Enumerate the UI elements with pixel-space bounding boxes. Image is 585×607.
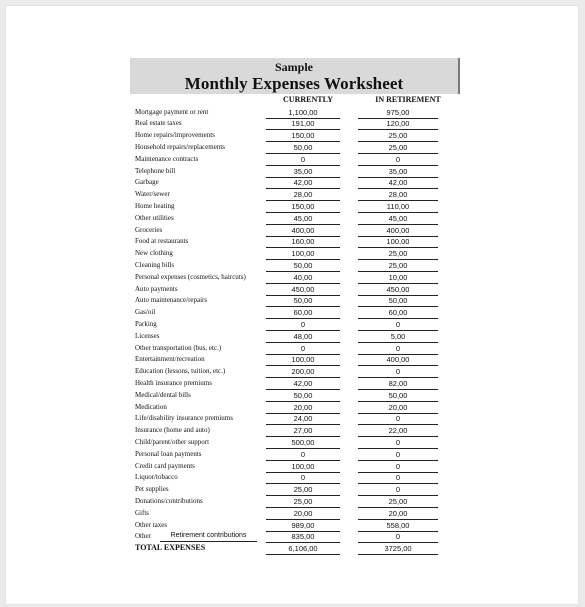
- current-amount-field[interactable]: 48,00: [266, 331, 340, 343]
- current-amount-field[interactable]: 25,00: [266, 484, 340, 496]
- table-row: [0, 496, 585, 508]
- expense-label: Personal expenses (cosmetics, haircuts): [135, 272, 246, 281]
- current-amount-field[interactable]: 40,00: [266, 272, 340, 284]
- expense-label: Personal loan payments: [135, 449, 202, 458]
- table-row: [0, 130, 585, 142]
- table-row: [0, 260, 585, 272]
- retirement-amount-field[interactable]: 0: [358, 437, 438, 449]
- current-amount-field[interactable]: 0: [266, 319, 340, 331]
- table-row: [0, 402, 585, 414]
- expense-label: Cleaning bills: [135, 260, 175, 269]
- expense-label: Food at restaurants: [135, 237, 189, 246]
- table-row: [0, 366, 585, 378]
- current-amount-field[interactable]: 24,00: [266, 413, 340, 425]
- current-amount-field[interactable]: 100,00: [266, 248, 340, 260]
- expense-label: Water/sewer: [135, 190, 170, 199]
- table-row: [0, 213, 585, 225]
- table-row: [0, 201, 585, 213]
- current-amount-field[interactable]: 200,00: [266, 366, 340, 378]
- current-amount-field[interactable]: 835,00: [266, 531, 340, 543]
- current-amount-field[interactable]: 0: [266, 154, 340, 166]
- retirement-amount-field[interactable]: 20,00: [358, 508, 438, 520]
- current-amount-field[interactable]: 0: [266, 449, 340, 461]
- table-row: [0, 319, 585, 331]
- retirement-amount-field[interactable]: 0: [358, 484, 438, 496]
- retirement-amount-field[interactable]: 0: [358, 319, 438, 331]
- total-current-amount: 6,106,00: [266, 543, 340, 555]
- total-label: TOTAL EXPENSES: [135, 543, 206, 553]
- current-amount-field[interactable]: 500,00: [266, 437, 340, 449]
- current-amount-field[interactable]: 989,00: [266, 520, 340, 532]
- current-amount-field[interactable]: 1,100,00: [266, 107, 340, 119]
- current-amount-field[interactable]: 60,00: [266, 307, 340, 319]
- expense-label: Health insurance premiums: [135, 378, 212, 387]
- table-row: [0, 177, 585, 189]
- table-row: [0, 354, 585, 366]
- expense-label: Education (lessons, tuition, etc.): [135, 367, 226, 376]
- current-amount-field[interactable]: 0: [266, 343, 340, 355]
- expense-label: Licenses: [135, 331, 160, 340]
- retirement-amount-field[interactable]: 0: [358, 154, 438, 166]
- table-row: [0, 437, 585, 449]
- retirement-amount-field[interactable]: 25,00: [358, 496, 438, 508]
- expense-label: Gifts: [135, 508, 149, 517]
- table-row: [0, 295, 585, 307]
- current-amount-field[interactable]: 50,00: [266, 295, 340, 307]
- current-amount-field[interactable]: 150,00: [266, 201, 340, 213]
- retirement-amount-field[interactable]: 0: [358, 531, 438, 543]
- table-row: [0, 413, 585, 425]
- retirement-amount-field[interactable]: 0: [358, 413, 438, 425]
- table-row: [0, 331, 585, 343]
- table-row: [0, 189, 585, 201]
- table-row: [0, 484, 585, 496]
- current-amount-field[interactable]: 400,00: [266, 225, 340, 237]
- table-row: [0, 508, 585, 520]
- expense-label: Other utilities: [135, 213, 174, 222]
- table-row-other: [0, 531, 585, 543]
- table-row-total: [0, 543, 585, 555]
- retirement-amount-field[interactable]: 0: [358, 343, 438, 355]
- retirement-amount-field[interactable]: 450,00: [358, 284, 438, 296]
- retirement-amount-field[interactable]: 45,00: [358, 213, 438, 225]
- expense-label: Medical/dental bills: [135, 390, 191, 399]
- expense-label: New clothing: [135, 249, 173, 258]
- table-row: [0, 520, 585, 532]
- other-label: Other: [135, 532, 151, 541]
- worksheet-title: Monthly Expenses Worksheet: [184, 74, 404, 93]
- expense-label: Telephone bill: [135, 166, 176, 175]
- current-amount-field[interactable]: 20,00: [266, 402, 340, 414]
- current-amount-field[interactable]: 0: [266, 472, 340, 484]
- retirement-amount-field[interactable]: 50,00: [358, 390, 438, 402]
- column-header-currently: CURRENTLY: [283, 95, 333, 104]
- current-amount-field[interactable]: 450,00: [266, 284, 340, 296]
- current-amount-field[interactable]: 100,00: [266, 354, 340, 366]
- retirement-amount-field[interactable]: 35,00: [358, 166, 438, 178]
- retirement-amount-field[interactable]: 5,00: [358, 331, 438, 343]
- expense-label: Garbage: [135, 178, 159, 187]
- expense-label: Other taxes: [135, 520, 168, 529]
- retirement-amount-field[interactable]: 558,00: [358, 520, 438, 532]
- retirement-amount-field[interactable]: 400,00: [358, 225, 438, 237]
- table-row: [0, 449, 585, 461]
- current-amount-field[interactable]: 28,00: [266, 189, 340, 201]
- retirement-amount-field[interactable]: 0: [358, 472, 438, 484]
- current-amount-field[interactable]: 50,00: [266, 390, 340, 402]
- table-row: [0, 107, 585, 119]
- retirement-amount-field[interactable]: 110,00: [358, 201, 438, 213]
- expense-label: Other transportation (bus, etc.): [135, 343, 222, 352]
- retirement-amount-field[interactable]: 20,00: [358, 402, 438, 414]
- expense-label: Liquor/tobacco: [135, 473, 178, 482]
- current-amount-field[interactable]: 35,00: [266, 166, 340, 178]
- expense-label: Auto payments: [135, 284, 178, 293]
- retirement-amount-field[interactable]: 22,00: [358, 425, 438, 437]
- retirement-amount-field[interactable]: 25,00: [358, 130, 438, 142]
- expense-label: Entertainment/recreation: [135, 355, 205, 364]
- expense-label: Parking: [135, 319, 157, 328]
- table-row: [0, 142, 585, 154]
- current-amount-field[interactable]: 42,00: [266, 378, 340, 390]
- expense-label: Medication: [135, 402, 167, 411]
- current-amount-field[interactable]: 20,00: [266, 508, 340, 520]
- table-row: [0, 118, 585, 130]
- expense-label: Real estate taxes: [135, 119, 182, 128]
- expense-label: Auto maintenance/repairs: [135, 296, 208, 305]
- retirement-amount-field[interactable]: 0: [358, 449, 438, 461]
- expense-label: Donations/contributions: [135, 496, 203, 505]
- expense-label: Life/disability insurance premiums: [135, 414, 233, 423]
- retirement-amount-field[interactable]: 28,00: [358, 189, 438, 201]
- table-row: [0, 284, 585, 296]
- retirement-amount-field[interactable]: 975,00: [358, 107, 438, 119]
- table-row: [0, 166, 585, 178]
- expense-label: Child/parent/other support: [135, 437, 210, 446]
- retirement-amount-field[interactable]: 0: [358, 366, 438, 378]
- expense-label: Groceries: [135, 225, 163, 234]
- retirement-amount-field[interactable]: 60,00: [358, 307, 438, 319]
- table-row: [0, 307, 585, 319]
- retirement-amount-field[interactable]: 100,00: [358, 236, 438, 248]
- current-amount-field[interactable]: 45,00: [266, 213, 340, 225]
- current-amount-field[interactable]: 160,00: [266, 236, 340, 248]
- current-amount-field[interactable]: 50,00: [266, 260, 340, 272]
- current-amount-field[interactable]: 25,00: [266, 496, 340, 508]
- total-retirement-amount: 3725,00: [358, 543, 438, 555]
- expense-label: Gas/oil: [135, 308, 156, 317]
- current-amount-field[interactable]: 191,00: [266, 118, 340, 130]
- table-row: [0, 154, 585, 166]
- table-row: [0, 390, 585, 402]
- expense-label: Pet supplies: [135, 485, 169, 494]
- retirement-amount-field[interactable]: 82,00: [358, 378, 438, 390]
- current-amount-field[interactable]: 42,00: [266, 177, 340, 189]
- table-row: [0, 378, 585, 390]
- retirement-amount-field[interactable]: 42,00: [358, 177, 438, 189]
- current-amount-field[interactable]: 50,00: [266, 142, 340, 154]
- table-row: [0, 425, 585, 437]
- table-row: [0, 248, 585, 260]
- retirement-amount-field[interactable]: 50,00: [358, 295, 438, 307]
- table-row: [0, 343, 585, 355]
- expense-label: Mortgage payment or rent: [135, 107, 209, 116]
- current-amount-field[interactable]: 100,00: [266, 461, 340, 473]
- worksheet-subtitle: Sample: [274, 60, 313, 74]
- expense-label: Credit card payments: [135, 461, 195, 470]
- retirement-amount-field[interactable]: 120,00: [358, 118, 438, 130]
- table-row: [0, 472, 585, 484]
- expense-label: Home repairs/improvements: [135, 131, 215, 140]
- table-row: [0, 272, 585, 284]
- other-description-field[interactable]: Retirement contributions: [160, 531, 257, 542]
- table-row: [0, 236, 585, 248]
- table-row: [0, 461, 585, 473]
- expense-label: Maintenance contracts: [135, 154, 199, 163]
- retirement-amount-field[interactable]: 0: [358, 461, 438, 473]
- expense-label: Insurance (home and auto): [135, 426, 210, 435]
- retirement-amount-field[interactable]: 25,00: [358, 142, 438, 154]
- retirement-amount-field[interactable]: 25,00: [358, 248, 438, 260]
- table-row: [0, 225, 585, 237]
- column-header-in-retirement: IN RETIREMENT: [375, 95, 441, 104]
- retirement-amount-field[interactable]: 400,00: [358, 354, 438, 366]
- expense-label: Home heating: [135, 201, 175, 210]
- current-amount-field[interactable]: 27,00: [266, 425, 340, 437]
- retirement-amount-field[interactable]: 25,00: [358, 260, 438, 272]
- current-amount-field[interactable]: 150,00: [266, 130, 340, 142]
- retirement-amount-field[interactable]: 10,00: [358, 272, 438, 284]
- expense-label: Household repairs/replacements: [135, 142, 225, 151]
